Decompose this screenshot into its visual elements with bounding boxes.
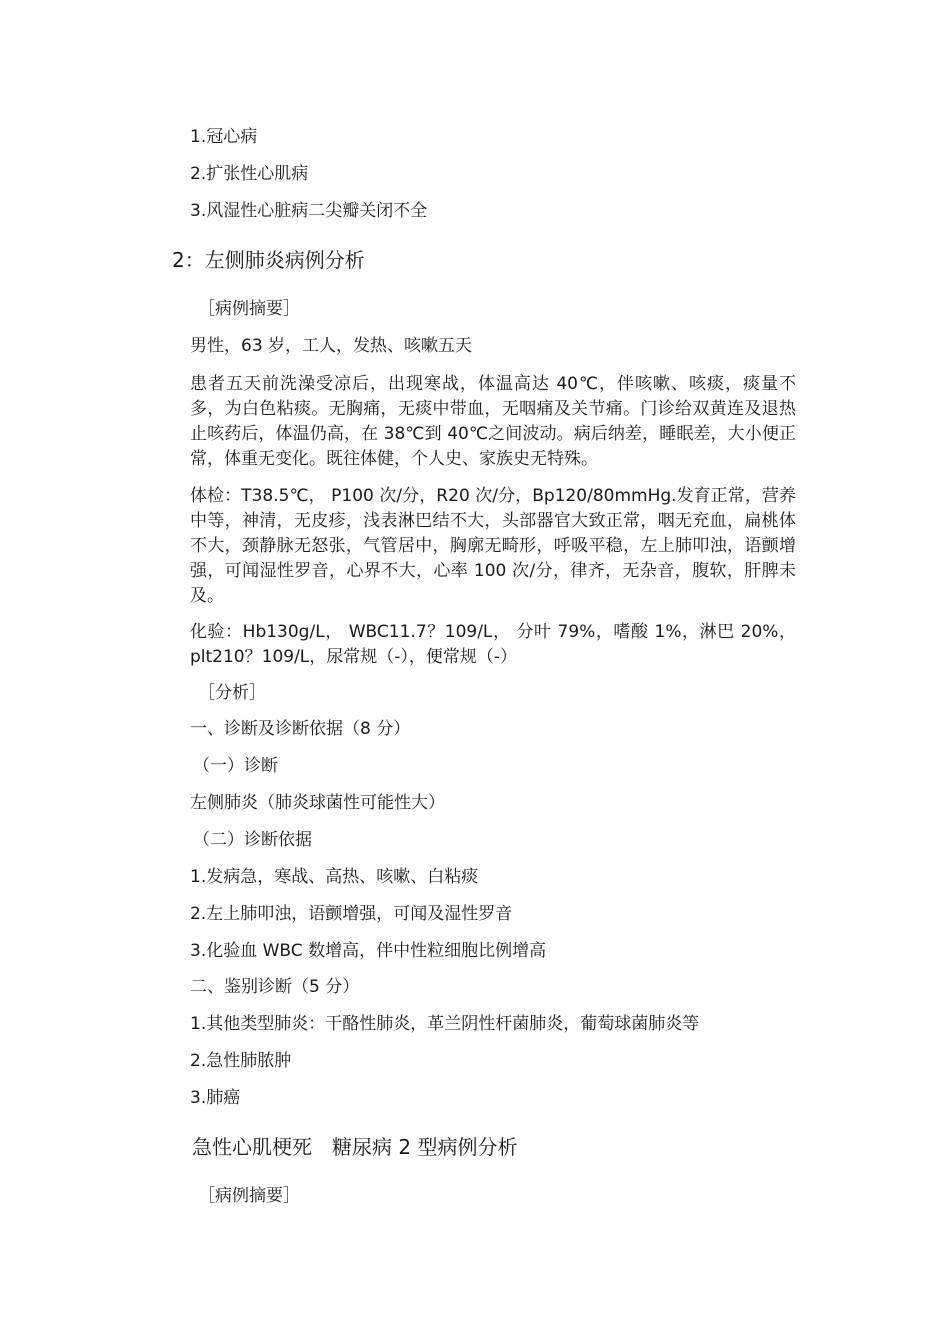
exam-paragraph: 体检：T38.5℃， P100 次/分，R20 次/分，Bp120/80mmHg.发育正常，营养中等，神清，无皮疹，浅表淋巴结不大，头部器官大致正常，咽无充血，扁桃体不大，颈静脉无怒张，气管居中，胸廓无畸形，呼吸平稳，左上肺叩浊，语颤增强，可闻湿性罗音，心界不大，心率 100 次/分，律齐，无杂音，腹软，肝脾未及。	[190, 486, 796, 606]
differential-heading: 二、鉴别诊断（5 分）	[190, 977, 360, 997]
diagnosis-subheading: （一）诊断	[193, 756, 278, 776]
section-title: 急性心肌梗死 糖尿病 2 型病例分析	[192, 1135, 518, 1159]
list-item: 3.风湿性心脏病二尖瓣关闭不全	[190, 201, 428, 221]
list-item: 3.化验血 WBC 数增高，伴中性粒细胞比例增高	[190, 941, 547, 961]
list-item: 1.其他类型肺炎：干酪性肺炎，革兰阴性杆菌肺炎，葡萄球菌肺炎等	[190, 1014, 700, 1034]
section-title: 2：左侧肺炎病例分析	[172, 248, 365, 272]
summary-label: ［病例摘要］	[198, 299, 300, 319]
list-item: 3.肺癌	[190, 1088, 241, 1108]
basis-subheading: （二）诊断依据	[193, 830, 312, 850]
patient-info: 男性，63 岁，工人，发热、咳嗽五天	[190, 336, 473, 356]
lab-paragraph: 化验：Hb130g/L， WBC11.7？109/L， 分叶 79%，嗜酸 1%，淋巴 20%，plt210？109/L，尿常规（-），便常规（-）	[190, 622, 796, 667]
summary-label: ［病例摘要］	[198, 1186, 300, 1206]
list-item: 1.冠心病	[190, 127, 258, 147]
list-item: 2.扩张性心肌病	[190, 164, 309, 184]
list-item: 2.左上肺叩浊，语颤增强，可闻及湿性罗音	[190, 904, 513, 924]
diagnosis-heading: 一、诊断及诊断依据（8 分）	[190, 719, 411, 739]
list-item: 2.急性肺脓肿	[190, 1051, 292, 1071]
analysis-label: ［分析］	[198, 683, 266, 703]
diagnosis-text: 左侧肺炎（肺炎球菌性可能性大）	[190, 793, 445, 813]
history-paragraph: 患者五天前洗澡受凉后，出现寒战，体温高达 40℃，伴咳嗽、咳痰，痰量不多，为白色粘痰。无胸痛，无痰中带血，无咽痛及关节痛。门诊给双黄连及退热止咳药后，体温仍高，在 38℃到 40℃之间波动。病后纳差，睡眠差，大小便正常，体重无变化。既往体健，个人史、家族史无特殊。	[190, 374, 796, 469]
list-item: 1.发病急，寒战、高热、咳嗽、白粘痰	[190, 867, 479, 887]
